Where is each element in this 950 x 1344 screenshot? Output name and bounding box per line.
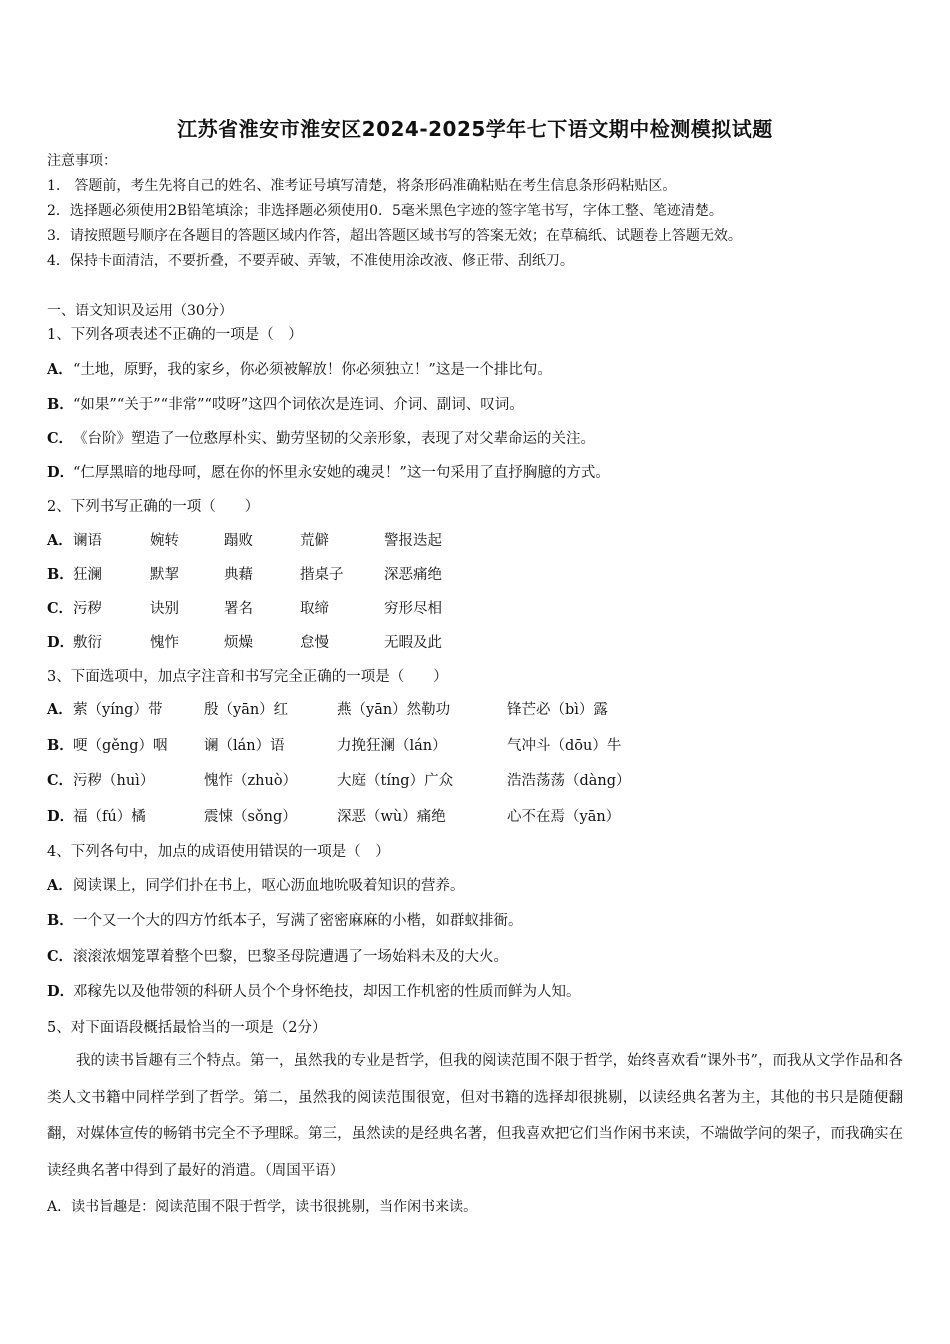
question-stem-1: 1、下列各项表述不正确的一项是（ ）: [47, 327, 303, 343]
option-label: B．: [47, 566, 74, 583]
option-label: B．: [47, 912, 74, 929]
q3-option-b: [47, 737, 621, 755]
option-word: 力挽狂澜（lán）: [337, 738, 447, 754]
option-text: 阅读课上，同学们扑在书上，呕心沥血地吮吸着知识的营养。: [73, 878, 465, 894]
question-stem-3: 3、下面选项中，加点字注音和书写完全正确的一项是（ ）: [47, 669, 448, 685]
option-word: 大庭（tíng）广众: [337, 773, 454, 789]
option-word: 气冲斗（dōu）牛: [507, 738, 622, 754]
option-word: 诀别: [150, 601, 179, 617]
option-word: 污秽（huì）: [73, 773, 155, 789]
option-word: 狂澜: [73, 567, 102, 583]
q1-option-c: [47, 430, 595, 448]
q5-option-a: A．读书旨趣是：阅读范围不限于哲学，读书很挑剔，当作闲书来读。: [47, 1199, 478, 1215]
notice-item: 2．选择题必须使用2B铅笔填涂；非选择题必须使用0．5毫米黑色字迹的签字笔书写，字体工整、笔迹清楚。: [47, 203, 723, 219]
option-label: A．: [47, 877, 73, 894]
option-text: “土地，原野，我的家乡，你必须被解放！你必须独立！”这是一个排比句。: [73, 362, 552, 378]
option-text: “仁厚黑暗的地母呵，愿在你的怀里永安她的魂灵！”这一句采用了直抒胸臆的方式。: [73, 465, 610, 481]
option-word: 蹋败: [224, 533, 253, 549]
option-text: 一个又一个大的四方竹纸本子，写满了密密麻麻的小楷，如群蚁排衙。: [73, 913, 523, 929]
option-label: D．: [47, 983, 75, 1000]
option-text: 邓稼先以及他带领的科研人员个个身怀绝技，却因工作机密的性质而鲜为人知。: [73, 984, 581, 1000]
option-word: 哽（gěng）咽: [73, 738, 168, 754]
option-word: 谰（lán）语: [204, 738, 285, 754]
option-word: 敷衍: [73, 635, 102, 651]
option-word: 婉转: [150, 533, 179, 549]
option-label: C．: [47, 772, 74, 789]
notice-item: 1. 答题前，考生先将自己的姓名、准考证号填写清楚，将条形码准确粘贴在考生信息条形码粘贴区。: [47, 178, 677, 194]
option-word: 浩浩荡荡（dàng）: [507, 773, 631, 789]
notice-item: 4．保持卡面清洁，不要折叠，不要弄破、弄皱，不准使用涂改液、修正带、刮纸刀。: [47, 253, 574, 269]
option-word: 锋芒必（bì）露: [507, 702, 608, 718]
option-word: 福（fú）橘: [73, 809, 146, 825]
option-label: B．: [47, 396, 74, 413]
q4-option-d: [47, 983, 581, 1001]
option-word: 燕（yān）然勒功: [337, 702, 451, 718]
option-word: 署名: [224, 601, 253, 617]
option-word: 震悚（sǒng）: [204, 809, 297, 825]
option-text: “如果”“关于”“非常”“哎呀”这四个词依次是连词、介词、副词、叹词。: [73, 397, 524, 413]
option-label: D．: [47, 634, 75, 651]
option-word: 烦燥: [224, 635, 253, 651]
option-word: 心不在焉（yān）: [507, 809, 621, 825]
q1-option-d: [47, 464, 610, 482]
option-label: D．: [47, 808, 75, 825]
option-word: 愧怍: [150, 635, 179, 651]
q2-option-a: [47, 532, 442, 550]
q4-option-c: [47, 948, 508, 966]
option-label: B．: [47, 737, 74, 754]
option-word: 谰语: [73, 533, 102, 549]
q3-option-a: [47, 701, 608, 719]
q2-option-b: [47, 566, 442, 584]
option-word: 深恶（wù）痛绝: [337, 809, 446, 825]
option-word: 揩桌子: [300, 567, 344, 583]
section-heading: 一、语文知识及运用（30分）: [47, 303, 233, 319]
option-word: 无暇及此: [384, 635, 442, 651]
option-word: 愧怍（zhuò）: [204, 773, 298, 789]
q3-option-d: [47, 808, 620, 826]
option-word: 萦（yíng）带: [73, 702, 163, 718]
option-label: C．: [47, 430, 74, 447]
option-word: 穷形尽相: [384, 601, 442, 617]
reading-passage: 我的读书旨趣有三个特点。第一，虽然我的专业是哲学，但我的阅读范围不限于哲学，始终喜欢看“课外书”，而我从文学作品和各类人文书籍中同样学到了哲学。第二，虽然我的阅读范围很宽，但对书籍的选择却很挑剔，以读经典名著为主，其他的书只是随便翻翻，对媒体宣传的畅销书完全不予理睬。第三，虽然读的是经典名著，但我喜欢把它们当作闲书来读，不端做学问的架子，而我确实在读经典名著中得到了最好的消遣。（周国平语）: [47, 1053, 903, 1179]
q1-option-b: [47, 396, 524, 414]
question-stem-5: 5、对下面语段概括最恰当的一项是（2分）: [47, 1020, 327, 1036]
option-label: A．: [47, 701, 73, 718]
page-title: 江苏省淮安市淮安区2024-2025学年七下语文期中检测模拟试题: [177, 117, 773, 141]
question-stem-4: 4、下列各句中，加点的成语使用错误的一项是（ ）: [47, 844, 390, 860]
option-word: 取缔: [300, 601, 329, 617]
option-word: 污秽: [73, 601, 102, 617]
q4-option-a: [47, 877, 465, 895]
option-label: C．: [47, 948, 74, 965]
option-text: 滚滚浓烟笼罩着整个巴黎，巴黎圣母院遭遇了一场始料未及的大火。: [73, 949, 508, 965]
notice-item: 3．请按照题号顺序在各题目的答题区域内作答，超出答题区域书写的答案无效；在草稿纸、试题卷上答题无效。: [47, 228, 742, 244]
q2-option-c: [47, 600, 442, 618]
option-label: C．: [47, 600, 74, 617]
option-word: 默挈: [150, 567, 179, 583]
q2-option-d: [47, 634, 442, 652]
q1-option-a: [47, 361, 552, 379]
option-word: 怠慢: [300, 635, 329, 651]
option-word: 殷（yān）红: [204, 702, 289, 718]
notice-heading: 注意事项：: [47, 153, 117, 169]
option-label: D．: [47, 464, 75, 481]
option-word: 警报迭起: [384, 533, 442, 549]
question-stem-2: 2、下列书写正确的一项（ ）: [47, 499, 260, 515]
option-label: A．: [47, 361, 73, 378]
option-text: 《台阶》塑造了一位憨厚朴实、勤劳坚韧的父亲形象，表现了对父辈命运的关注。: [73, 431, 595, 447]
option-label: A．: [47, 532, 73, 549]
q4-option-b: [47, 912, 523, 930]
option-word: 荒僻: [300, 533, 329, 549]
option-word: 典藉: [224, 567, 253, 583]
option-word: 深恶痛绝: [384, 567, 442, 583]
q3-option-c: [47, 772, 631, 790]
